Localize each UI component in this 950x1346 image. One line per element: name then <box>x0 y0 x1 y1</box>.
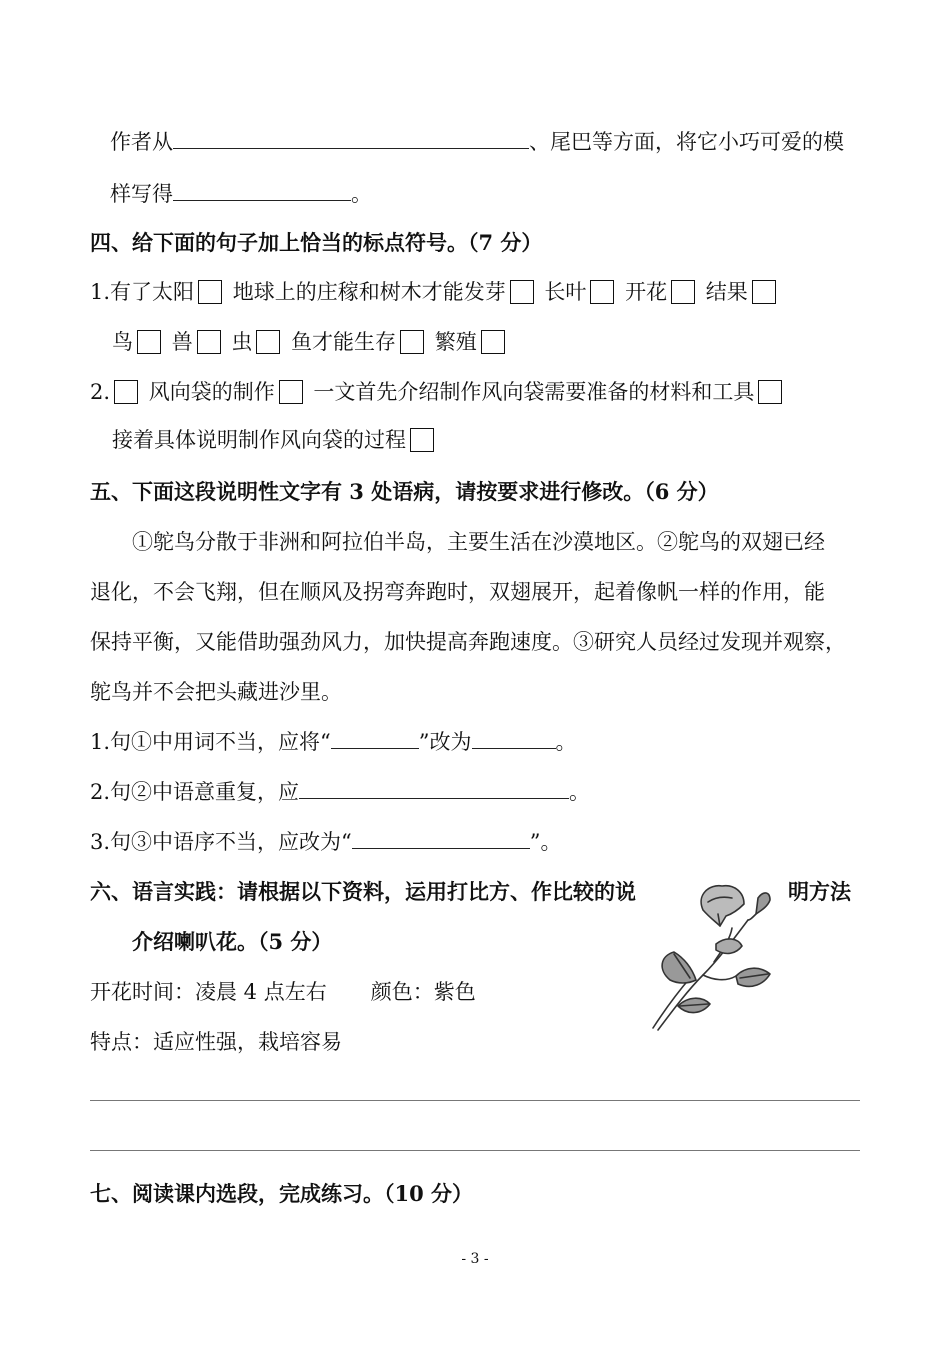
q4-text: 接着具体说明制作风向袋的过程 <box>112 428 406 452</box>
answer-line[interactable] <box>90 1150 860 1151</box>
bloom-time: 开花时间：凌晨 4 点左右 <box>90 980 327 1004</box>
q5-question-3 <box>90 828 562 856</box>
answer-blank[interactable] <box>472 728 556 749</box>
section-6-title-cont: 介绍喇叭花。（5 分） <box>132 929 333 954</box>
q6-info-1 <box>90 978 476 1006</box>
q4-item-1 <box>90 278 780 306</box>
q4-text: 1.有了太阳 <box>90 280 195 304</box>
q4-text: 长叶 <box>544 280 587 304</box>
punctuation-box[interactable] <box>198 280 222 304</box>
q4-text: 鱼才能生存 <box>291 330 397 354</box>
section-6-title-end: 明方法 <box>788 879 851 904</box>
punctuation-box[interactable] <box>400 330 424 354</box>
q5-question-2 <box>90 778 590 806</box>
q4-text: 鸟 <box>112 330 133 354</box>
answer-blank[interactable] <box>173 128 529 149</box>
section-7-title: 七、阅读课内选段，完成练习。（10 分） <box>90 1181 474 1206</box>
q4-item-2 <box>90 378 786 406</box>
q4-text: 虫 <box>231 330 253 354</box>
answer-blank[interactable] <box>331 728 419 749</box>
punctuation-box[interactable] <box>590 280 614 304</box>
q5-para-line: ①鸵鸟分散于非洲和阿拉伯半岛，主要生活在沙漠地区。②鸵鸟的双翅已经 <box>132 530 825 554</box>
q4-text: 地球上的庄稼和树木才能发芽 <box>232 280 506 304</box>
answer-line[interactable] <box>90 1100 860 1101</box>
section-6-title: 六、语言实践：请根据以下资料，运用打比方、作比较的说 <box>90 879 636 904</box>
punctuation-box[interactable] <box>114 380 138 404</box>
q3-text: 样写得 <box>110 182 173 206</box>
punctuation-box[interactable] <box>279 380 303 404</box>
punctuation-box[interactable] <box>510 280 534 304</box>
q3-line-2 <box>110 180 372 208</box>
q3-text: 。 <box>351 182 372 206</box>
q5-para-line: 退化，不会飞翔，但在顺风及拐弯奔跑时，双翅展开，起着像帆一样的作用，能 <box>90 580 825 604</box>
q4-item-2b <box>112 426 438 454</box>
q5-para-line: 保持平衡，又能借助强劲风力，加快提高奔跑速度。③研究人员经过发现并观察， <box>90 630 846 654</box>
q4-text: 兽 <box>171 330 193 354</box>
answer-blank[interactable] <box>173 180 351 201</box>
punctuation-box[interactable] <box>197 330 221 354</box>
q3-text: 、尾巴等方面，将它小巧可爱的模 <box>529 130 844 154</box>
section-5-title: 五、下面这段说明性文字有 3 处语病，请按要求进行修改。（6 分） <box>90 479 719 504</box>
q5-question-1 <box>90 728 577 756</box>
q5-text: 3.句③中语序不当，应改为“ <box>90 830 352 854</box>
punctuation-box[interactable] <box>481 330 505 354</box>
answer-blank[interactable] <box>299 778 569 799</box>
flower-color: 颜色：紫色 <box>370 980 476 1004</box>
q4-text: 结果 <box>705 280 748 304</box>
q4-text: 开花 <box>625 280 668 304</box>
punctuation-box[interactable] <box>256 330 280 354</box>
q4-text: 一文首先介绍制作风向袋需要准备的材料和工具 <box>313 380 755 404</box>
punctuation-box[interactable] <box>758 380 782 404</box>
q4-text: 繁殖 <box>434 330 477 354</box>
punctuation-box[interactable] <box>137 330 161 354</box>
q4-text: 2. <box>90 380 111 404</box>
punctuation-box[interactable] <box>671 280 695 304</box>
q5-para-line: 鸵鸟并不会把头藏进沙里。 <box>90 680 342 704</box>
punctuation-box[interactable] <box>752 280 776 304</box>
punctuation-box[interactable] <box>410 428 434 452</box>
section-4-title: 四、给下面的句子加上恰当的标点符号。（7 分） <box>90 230 543 255</box>
answer-blank[interactable] <box>352 828 530 849</box>
q5-text: 2.句②中语意重复，应 <box>90 780 300 804</box>
q3-line-1 <box>110 128 844 156</box>
q5-text: 。 <box>555 730 577 754</box>
q3-text: 作者从 <box>110 130 173 154</box>
q4-text: 风向袋的制作 <box>148 380 275 404</box>
q5-text: 1.句①中用词不当，应将“ <box>90 730 331 754</box>
q5-text: ”。 <box>529 830 562 854</box>
q6-info-2: 特点：适应性强，栽培容易 <box>90 1030 342 1054</box>
q4-item-1b <box>112 328 509 356</box>
page-number: - 3 - <box>461 1251 489 1267</box>
q5-text: 。 <box>569 780 591 804</box>
q5-text: ”改为 <box>418 730 472 754</box>
morning-glory-illustration <box>618 880 778 1032</box>
